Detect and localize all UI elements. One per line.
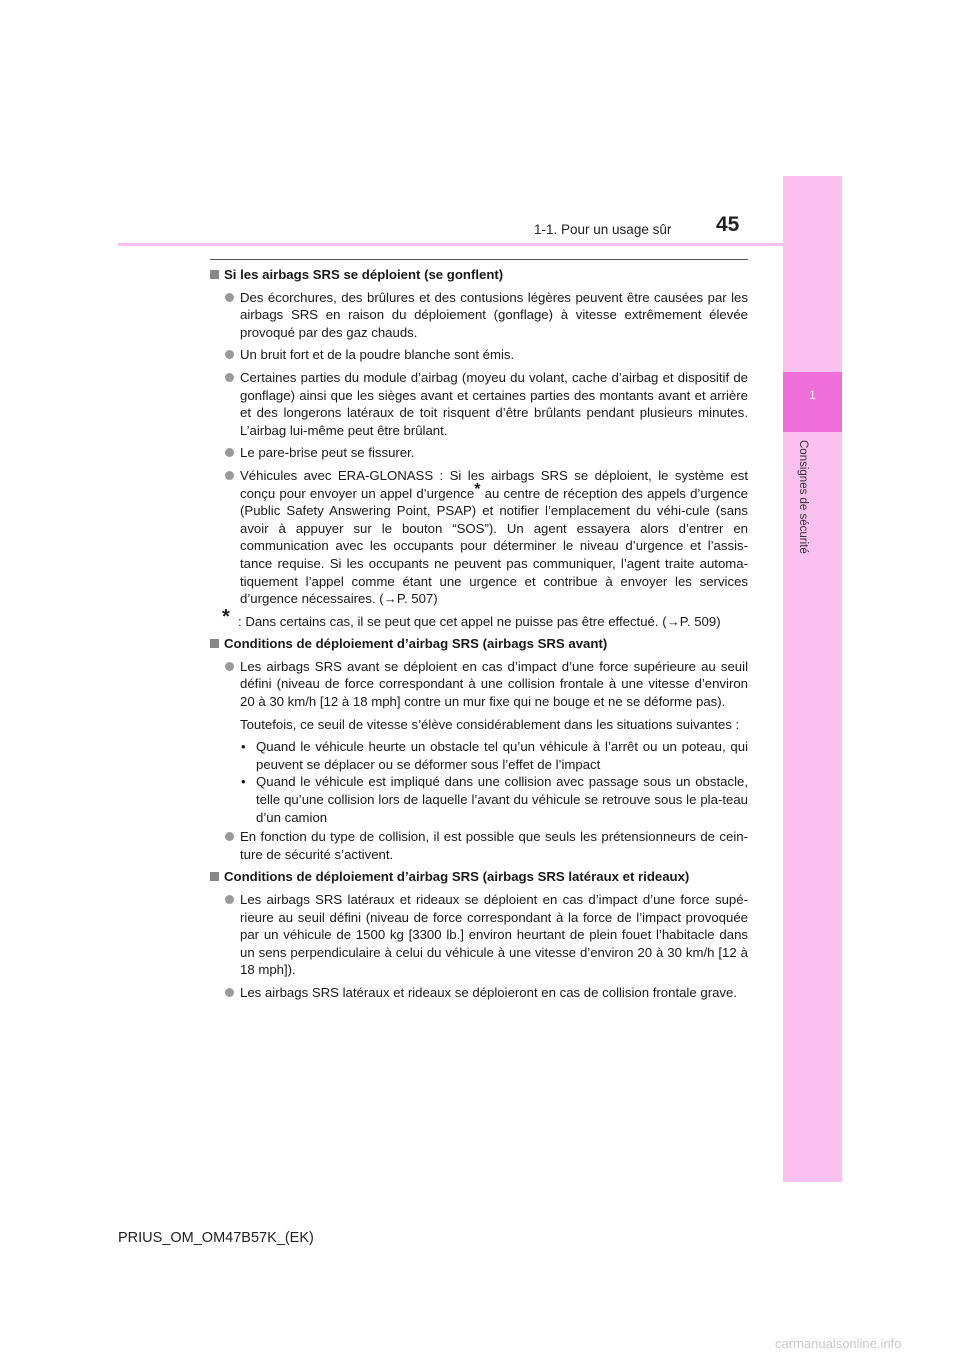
list-item: Des écorchures, des brûlures et des contusions légères peuvent être causées par les airbags SRS en raison du déploiement (gonflage) à vitesse extrêmement élevée provoqué par des gaz chauds. [210, 289, 748, 342]
dot-list [210, 738, 748, 826]
list-item-era-glonass [210, 467, 748, 608]
chapter-tab[interactable] [783, 372, 842, 432]
footer-code: PRIUS_OM_OM47B57K_(EK) [118, 1230, 314, 1246]
top-rule [210, 259, 748, 260]
list-item: Certaines parties du module d’airbag (moyeu du volant, cache d’airbag et dispositif de gonflage) ainsi que les sièges avant et certaines parties des montants avant et arrière et des longerons latéraux de toit risquent d’être brûlants pendant plusieurs minutes. L’airbag lui-même peut être brûlant. [210, 369, 748, 439]
side-tab-strip [783, 176, 842, 1182]
footnote [210, 605, 748, 631]
list-item: Un bruit fort et de la poudre blanche sont émis. [210, 346, 748, 364]
list-item: Les airbags SRS latéraux et rideaux se déploieront en cas de collision frontale grave. [210, 984, 748, 1002]
footnote-marker: * [474, 480, 481, 498]
note-text: Toutefois, ce seuil de vitesse s’élève considérablement dans les situations suivantes : [240, 716, 740, 732]
list-item: En fonction du type de collision, il est possible que seuls les prétensionneurs de cein-ture de sécurité s’activent. [210, 828, 748, 863]
era-text-1: Véhicules avec ERA-GLONASS : Si les airbags SRS se déploient, le système est conçu pour envoyer un appel d’urgence [240, 467, 748, 501]
dot-item: • Quand le véhicule est impliqué dans une collision avec passage sous un obstacle, telle qu’une collision lors de laquelle l’avant du véhicule se retrouve sous le pla-teau d’un camion [256, 773, 748, 826]
section-title: 1-1. Pour un usage sûr [534, 222, 672, 237]
section-heading: Si les airbags SRS se déploient (se gonflent) [210, 266, 748, 284]
chapter-number: 1 [809, 388, 816, 402]
page-content [210, 266, 748, 1007]
list-item: Les airbags SRS latéraux et rideaux se déploient en cas d’impact d’une force supé-rieure au seuil défini (niveau de force correspondant à la force de l’impact provoquée par un véhicule de 1500 kg [3300 lb.] environ heurtant de plein fouet l’habitacle dans un sens perpendiculaire à celui du véhicule à une vitesse d’environ 20 à 30 km/h [12 à 18 mph]). [210, 891, 748, 979]
watermark: carmanualsonline.info [775, 1336, 902, 1351]
page-number: 45 [716, 213, 740, 236]
footnote-text: : Dans certains cas, il se peut que cet appel ne puisse pas être effectué. (→P. 509) [238, 613, 721, 629]
header-line [118, 243, 783, 246]
dot-item: • Quand le véhicule heurte un obstacle tel qu’un véhicule à l’arrêt ou un poteau, qui peuvent se déplacer ou se déformer sous l’effet de l’impact [256, 738, 748, 773]
list-item: Le pare-brise peut se fissurer. [210, 444, 748, 462]
footnote-asterisk: * [222, 605, 230, 628]
era-text-2: au centre de réception des appels d’urgence (Public Safety Answering Point, PSAP) et notifier l’emplacement du véhi-cule (sans avoir à appuyer sur le bouton “SOS”). Un agent essayera alors d’entrer en communication avec les occupants pour déterminer le niveau d’urgence et l’assis-tance requise. Si les occupants ne peuvent pas communiquer, l’agent traite automa-tiquement l’appel comme étant une urgence et contribue à envoyer les services d’urgence nécessaires. (→P. 507) [240, 485, 748, 607]
list-item: Les airbags SRS avant se déploient en cas d’impact d’une force supérieure au seuil défini (niveau de force correspondant à une collision frontale à une vitesse d’environ 20 à 30 km/h [12 à 18 mph] contre un mur fixe qui ne bouge et ne se déforme pas). [210, 658, 748, 711]
section-heading: Conditions de déploiement d’airbag SRS (airbags SRS latéraux et rideaux) [210, 868, 748, 886]
chapter-title: Consignes de sécurité [797, 440, 809, 554]
section-heading: Conditions de déploiement d’airbag SRS (airbags SRS avant) [210, 635, 748, 653]
